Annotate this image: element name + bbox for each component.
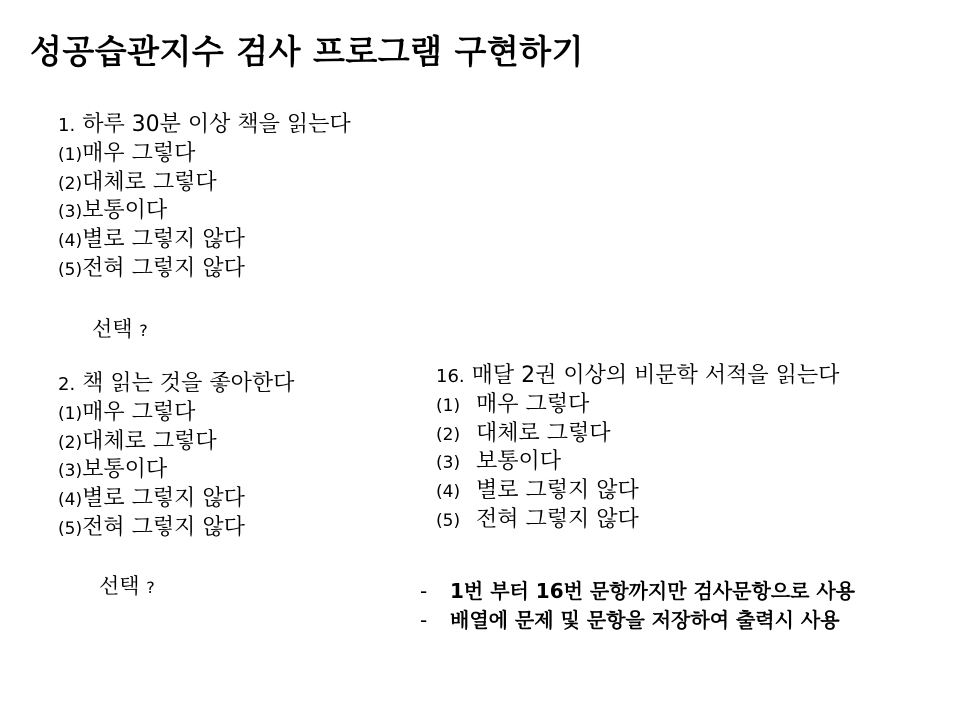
option-number: (5) [58, 259, 83, 280]
select-prompt-label: 선택 [92, 317, 133, 341]
option-number: (2) [58, 432, 83, 453]
select-prompt-label: 선택 [99, 574, 140, 598]
note-bullet: - [420, 579, 428, 603]
option-label: 대체로 그렇다 [82, 428, 217, 454]
option-number: (5) [58, 518, 83, 539]
note-item [420, 606, 855, 635]
option-label: 대체로 그렇다 [476, 420, 611, 446]
question-1-header [58, 111, 351, 140]
option-label: 보통이다 [82, 198, 168, 224]
option-item [436, 506, 839, 535]
option-number: (4) [436, 482, 461, 503]
option-label: 전혀 그렇지 않다 [82, 255, 245, 281]
option-item [58, 428, 294, 457]
option-item [58, 485, 294, 514]
option-item [58, 456, 294, 485]
option-number: (2) [436, 424, 461, 445]
note-bullet: - [420, 608, 428, 632]
option-number: (1) [58, 403, 83, 424]
note-text: 배열에 문제 및 문항을 저장하여 출력시 사용 [450, 608, 840, 632]
option-label: 매우 그렇다 [476, 391, 590, 417]
option-number: (4) [58, 490, 83, 511]
question-2 [58, 370, 294, 543]
option-item [58, 169, 351, 198]
question-text: 하루 30분 이상 책을 읽는다 [82, 112, 351, 137]
question-number: 2. [58, 374, 76, 395]
option-item [436, 420, 839, 449]
question-number: 1. [58, 115, 76, 136]
option-number: (4) [58, 231, 83, 252]
option-number: (1) [436, 395, 461, 416]
option-number: (5) [436, 510, 461, 531]
note-item [420, 577, 855, 606]
select-prompt-mark: ? [146, 578, 155, 597]
option-number: (3) [58, 202, 83, 223]
question-1-select-prompt [92, 313, 148, 343]
option-item [58, 514, 294, 543]
question-text: 매달 2권 이상의 비문학 서적을 읽는다 [471, 363, 840, 388]
option-label: 매우 그렇다 [82, 140, 196, 166]
option-label: 별로 그렇지 않다 [476, 478, 639, 504]
question-2-select-prompt [99, 570, 155, 600]
option-label: 보통이다 [476, 449, 562, 475]
select-prompt-mark: ? [139, 321, 148, 340]
note-text: 1번 부터 16번 문항까지만 검사문항으로 사용 [450, 579, 856, 603]
option-item [58, 197, 351, 226]
option-number: (2) [58, 173, 83, 194]
option-label: 전혀 그렇지 않다 [476, 506, 639, 532]
option-item [58, 140, 351, 169]
option-label: 전혀 그렇지 않다 [82, 514, 245, 540]
option-item [58, 399, 294, 428]
option-number: (1) [58, 144, 83, 165]
question-text: 책 읽는 것을 좋아한다 [82, 371, 295, 396]
question-1 [58, 111, 351, 284]
slide-title: 성공습관지수 검사 프로그램 구현하기 [30, 32, 585, 71]
question-16 [436, 362, 839, 535]
option-number: (3) [436, 453, 461, 474]
question-number: 16. [436, 366, 465, 387]
option-label: 별로 그렇지 않다 [82, 486, 245, 512]
option-label: 매우 그렇다 [82, 399, 196, 425]
option-item [58, 226, 351, 255]
question-16-header [436, 362, 839, 391]
option-label: 별로 그렇지 않다 [82, 227, 245, 253]
option-item [436, 477, 839, 506]
option-number: (3) [58, 461, 83, 482]
question-2-header [58, 370, 294, 399]
option-item [436, 448, 839, 477]
notes-list [420, 577, 855, 635]
option-label: 대체로 그렇다 [82, 169, 217, 195]
option-item [436, 391, 839, 420]
option-item [58, 255, 351, 284]
option-label: 보통이다 [82, 457, 168, 483]
